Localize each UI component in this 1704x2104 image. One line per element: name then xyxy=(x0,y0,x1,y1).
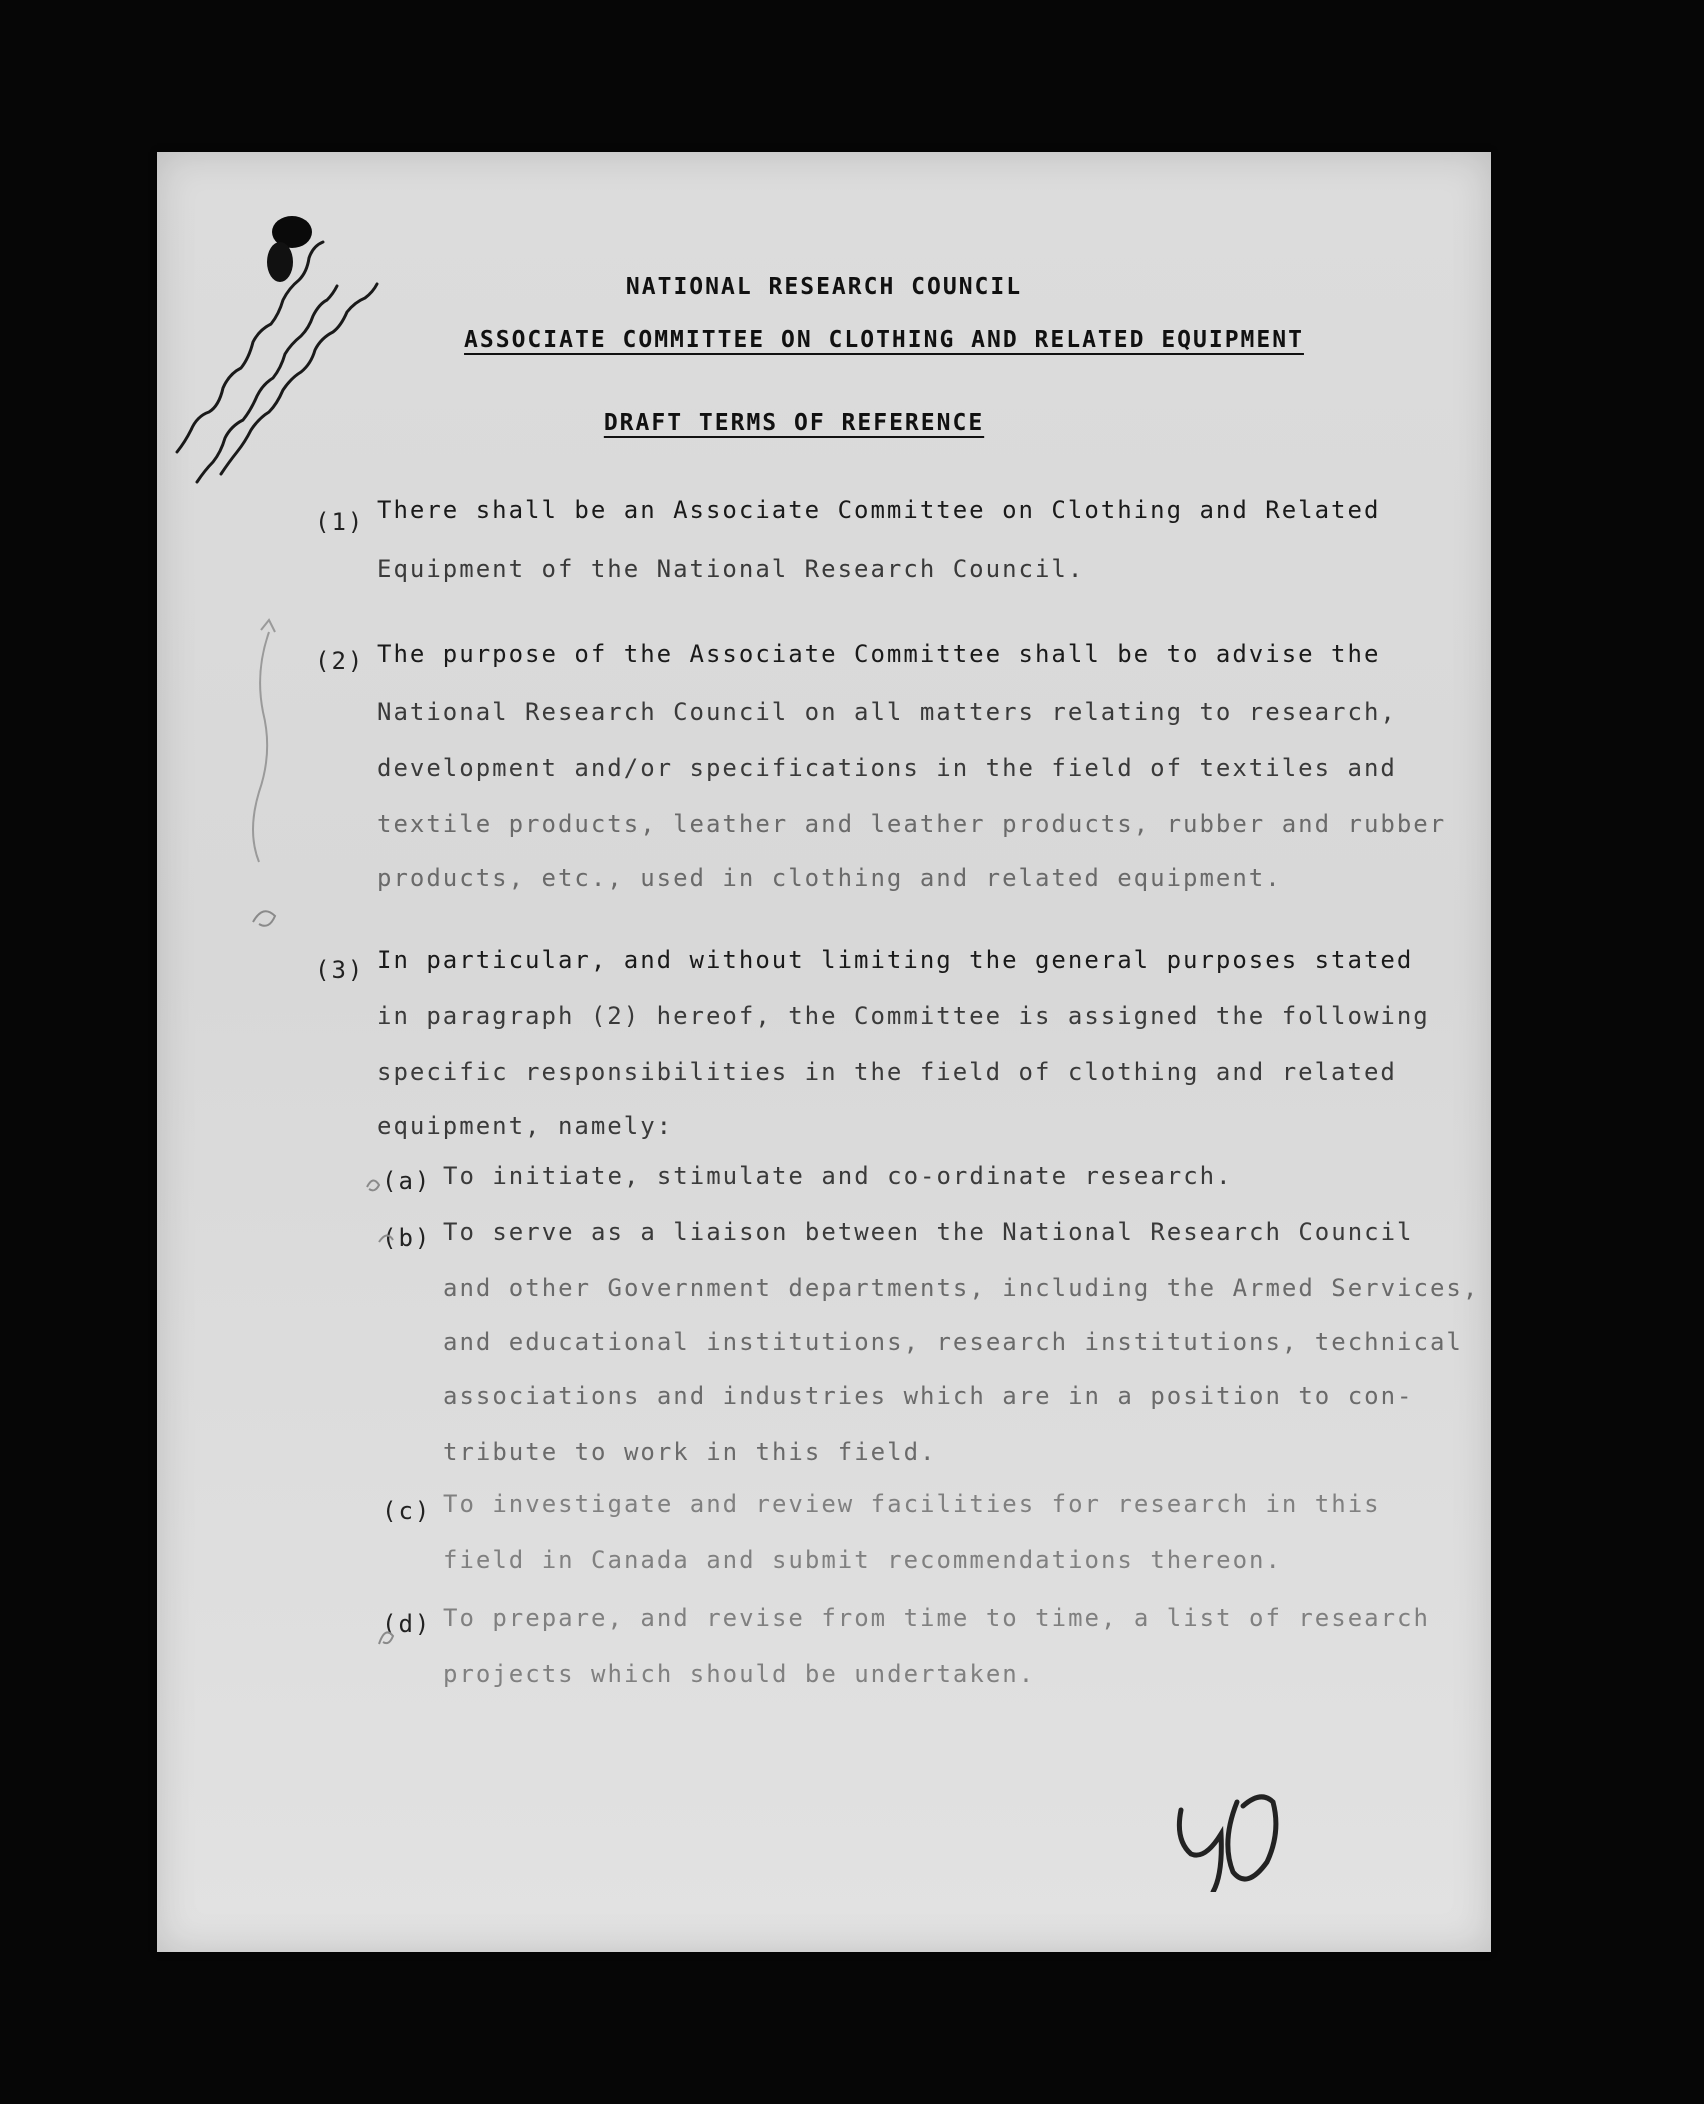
document-subtitle: ASSOCIATE COMMITTEE ON CLOTHING AND RELATED EQUIPMENT xyxy=(464,327,1304,353)
paragraph-1-line-2: Equipment of the National Research Council. xyxy=(377,555,1085,583)
subitem-b-line-2: and other Government departments, including the Armed Services, xyxy=(443,1274,1480,1302)
paragraph-2-line-5: products, etc., used in clothing and related equipment. xyxy=(377,864,1282,892)
subitem-b-line-4: associations and industries which are in a position to con- xyxy=(443,1382,1414,1410)
document-title: NATIONAL RESEARCH COUNCIL xyxy=(625,274,1023,300)
paragraph-2-line-3: development and/or specifications in the field of textiles and xyxy=(377,754,1397,782)
paragraph-2-line-1: The purpose of the Associate Committee shall be to advise the xyxy=(377,640,1381,668)
paragraph-2-line-2: National Research Council on all matters relating to research, xyxy=(377,698,1397,726)
subitem-b-label: (b) xyxy=(382,1224,432,1252)
document-page xyxy=(157,152,1491,1952)
paragraph-3-line-1: In particular, and without limiting the general purposes stated xyxy=(377,946,1414,974)
subitem-d-line-1: To prepare, and revise from time to time, a list of research xyxy=(443,1604,1430,1632)
document-heading: DRAFT TERMS OF REFERENCE xyxy=(603,410,985,436)
handwritten-page-number xyxy=(1167,1782,1307,1892)
paragraph-3-line-3: specific responsibilities in the field of clothing and related xyxy=(377,1058,1397,1086)
subitem-b-line-1: To serve as a liaison between the National Research Council xyxy=(443,1218,1414,1246)
ink-blot-icon xyxy=(272,216,312,248)
paragraph-1-number: (1) xyxy=(315,508,365,536)
paragraph-3-line-2: in paragraph (2) hereof, the Committee is assigned the following xyxy=(377,1002,1430,1030)
paragraph-3-line-4: equipment, namely: xyxy=(377,1112,674,1140)
paragraph-3-number: (3) xyxy=(315,956,365,984)
subitem-c-line-2: field in Canada and submit recommendations thereon. xyxy=(443,1546,1282,1574)
paragraph-2-number: (2) xyxy=(315,647,365,675)
subitem-d-label: (d) xyxy=(382,1610,432,1638)
subitem-c-label: (c) xyxy=(382,1497,432,1525)
subitem-a-line-1: To initiate, stimulate and co-ordinate research. xyxy=(443,1162,1233,1190)
subitem-d-line-2: projects which should be undertaken. xyxy=(443,1660,1036,1688)
paragraph-2-line-4: textile products, leather and leather products, rubber and rubber xyxy=(377,810,1447,838)
subitem-a-label: (a) xyxy=(382,1167,432,1195)
subitem-c-line-1: To investigate and review facilities for research in this xyxy=(443,1490,1381,1518)
subitem-b-line-5: tribute to work in this field. xyxy=(443,1438,937,1466)
paragraph-1-line-1: There shall be an Associate Committee on Clothing and Related xyxy=(377,496,1381,524)
subitem-b-line-3: and educational institutions, research institutions, technical xyxy=(443,1328,1463,1356)
